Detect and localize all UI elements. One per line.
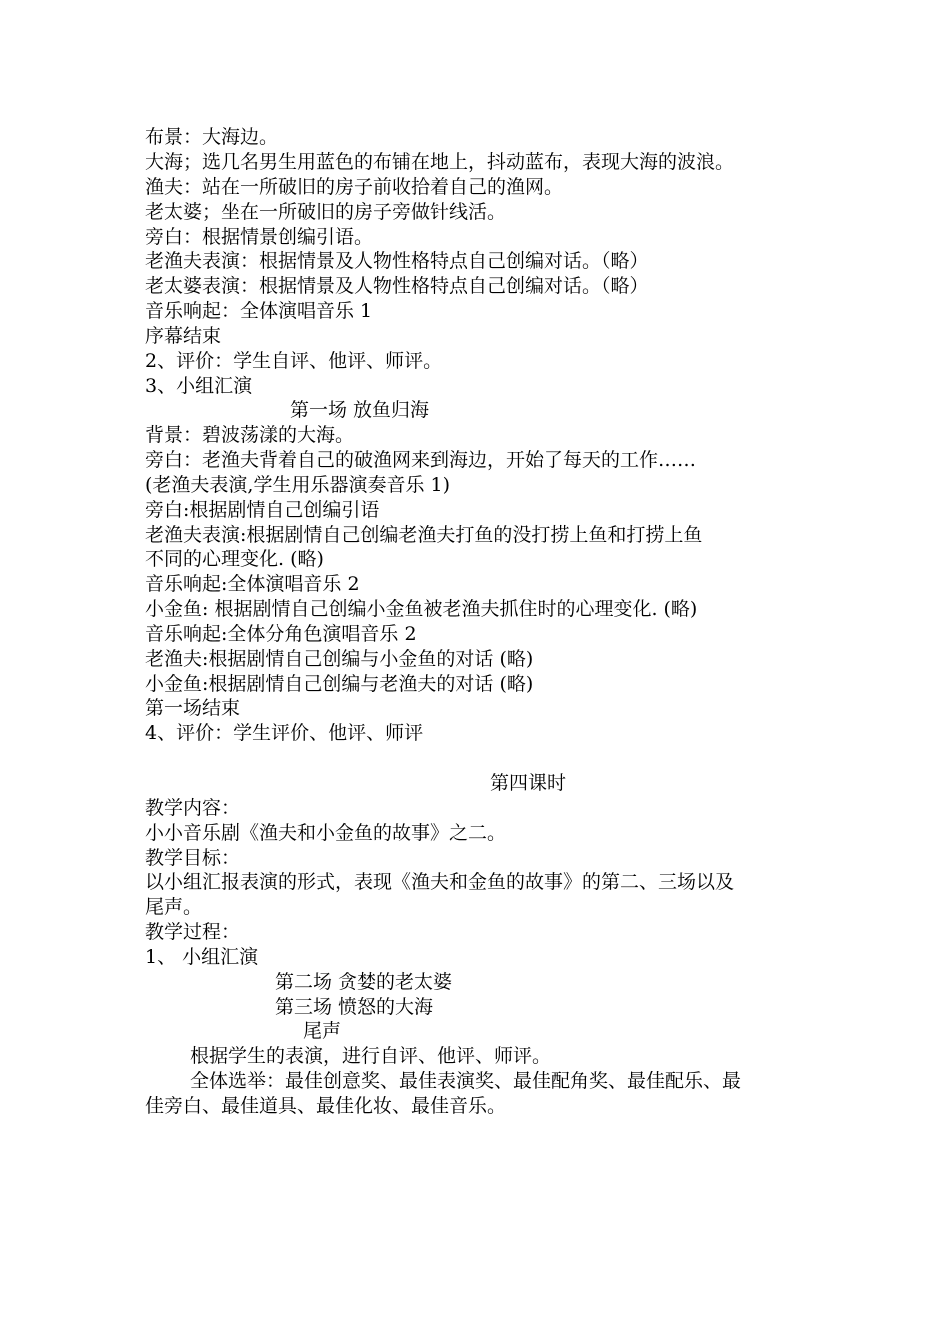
teaching-process-label: 教学过程： — [145, 921, 241, 943]
fisherman-dialogue-line: 老渔夫:根据剧情自己创编与小金鱼的对话 (略) — [145, 648, 534, 670]
scene-three-title: 第三场 愤怒的大海 — [275, 996, 434, 1018]
awards-line-2: 佳旁白、最佳道具、最佳化妆、最佳音乐。 — [145, 1095, 507, 1117]
scene-one-title: 第一场 放鱼归海 — [290, 399, 430, 421]
narration-scene-one-line: 旁白：老渔夫背着自己的破渔网来到海边，开始了每天的工作…… — [145, 449, 697, 471]
teaching-goal-text-2: 尾声。 — [145, 896, 203, 918]
fisherman-line: 渔夫：站在一所破旧的房子前收拾着自己的渔网。 — [145, 176, 564, 198]
music-line: 音乐响起：全体演唱音乐 1 — [145, 300, 373, 322]
prologue-end-line: 序幕结束 — [145, 325, 222, 347]
scene-one-end-line: 第一场结束 — [145, 697, 241, 719]
evaluation-item-2: 2、评价：学生自评、他评、师评。 — [145, 350, 443, 372]
awards-line: 全体选举：最佳创意奖、最佳表演奖、最佳配角奖、最佳配乐、最 — [190, 1070, 742, 1092]
teaching-content-label: 教学内容： — [145, 797, 241, 819]
teaching-goal-text: 以小组汇报表演的形式，表现《渔夫和金鱼的故事》的第二、三场以及 — [145, 871, 735, 893]
background-line: 背景：碧波荡漾的大海。 — [145, 424, 355, 446]
music-roles-line: 音乐响起:全体分角色演唱音乐 2 — [145, 623, 417, 645]
evaluation-item-4: 4、评价：学生评价、他评、师评 — [145, 722, 424, 744]
scene-two-title: 第二场 贪婪的老太婆 — [275, 971, 453, 993]
teaching-goal-label: 教学目标： — [145, 847, 241, 869]
evaluation-note: 根据学生的表演，进行自评、他评、师评。 — [190, 1045, 552, 1067]
fisherman-performance-desc-line-2: 不同的心理变化. (略) — [145, 548, 324, 570]
old-woman-line: 老太婆；坐在一所破旧的房子旁做针线活。 — [145, 201, 507, 223]
teaching-content-text: 小小音乐剧《渔夫和小金鱼的故事》之二。 — [145, 822, 507, 844]
fisherman-performance-line: 老渔夫表演：根据情景及人物性格特点自己创编对话。（略） — [145, 250, 649, 272]
narration-line: 旁白：根据情景创编引语。 — [145, 226, 374, 248]
narration-prompt-line: 旁白:根据剧情自己创编引语 — [145, 499, 380, 521]
group-performance-item-3: 3、小组汇演 — [145, 375, 253, 397]
old-woman-performance-line: 老太婆表演：根据情景及人物性格特点自己创编对话。（略） — [145, 275, 649, 297]
goldfish-dialogue-line: 小金鱼:根据剧情自己创编与老渔夫的对话 (略) — [145, 673, 534, 695]
instrument-note-line: (老渔夫表演,学生用乐器演奏音乐 1) — [145, 474, 450, 496]
goldfish-line: 小金鱼: 根据剧情自己创编小金鱼被老渔夫抓住时的心理变化. (略) — [145, 598, 698, 620]
sea-line: 大海；选几名男生用蓝色的布铺在地上，抖动蓝布，表现大海的波浪。 — [145, 151, 735, 173]
epilogue-title: 尾声 — [303, 1020, 342, 1042]
music-line-2: 音乐响起:全体演唱音乐 2 — [145, 573, 360, 595]
scenery-line: 布景：大海边。 — [145, 126, 279, 148]
fisherman-performance-desc-line: 老渔夫表演:根据剧情自己创编老渔夫打鱼的没打捞上鱼和打捞上鱼 — [145, 524, 703, 546]
lesson-four-heading: 第四课时 — [490, 772, 567, 794]
process-item-1: 1、 小组汇演 — [145, 946, 259, 968]
